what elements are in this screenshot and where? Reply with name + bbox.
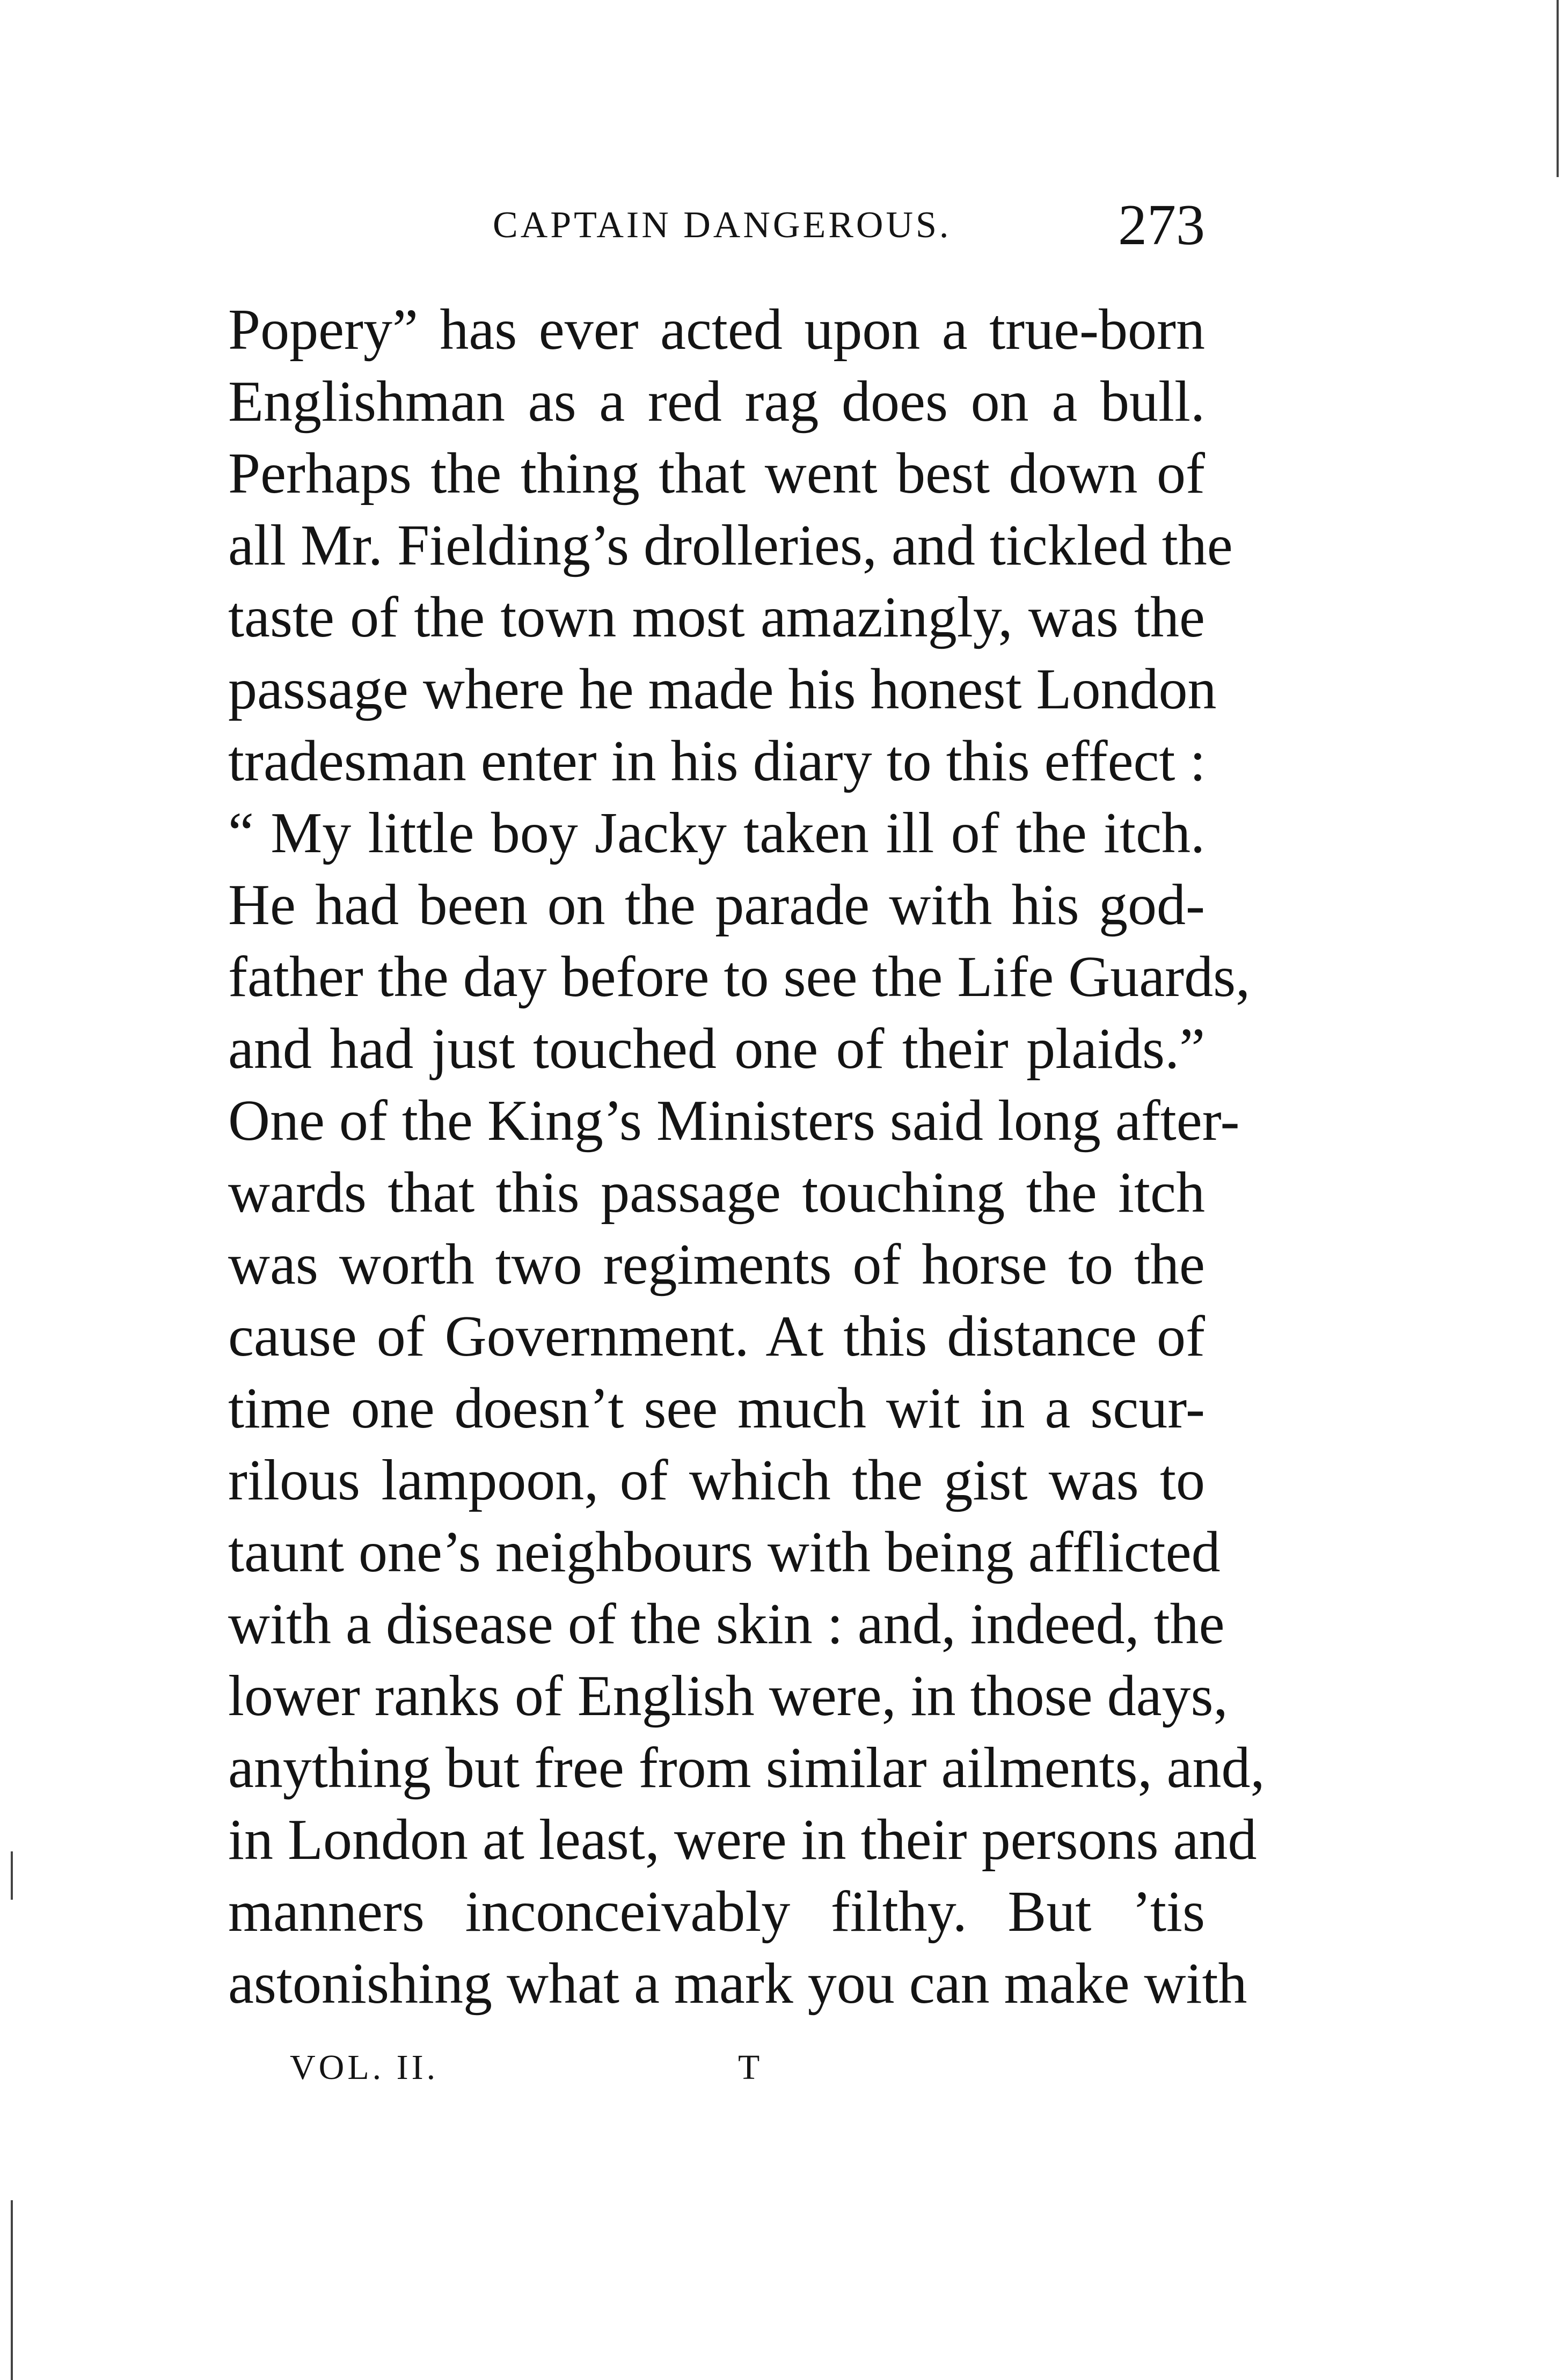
volume-signature: VOL. II.	[290, 2048, 439, 2087]
text-line: taunt one’s neighbours with being afflicted	[228, 1520, 1221, 1584]
text-line: Popery” has ever acted upon a true-born	[228, 298, 1205, 362]
text-line: passage where he made his honest London	[228, 657, 1217, 721]
text-line: astonishing what a mark you can make with	[228, 1952, 1247, 2016]
text-line: all Mr. Fielding’s drolleries, and tickled the	[228, 514, 1233, 577]
gathering-signature: T	[738, 2048, 760, 2087]
text-line: in London at least, were in their persons and	[228, 1808, 1257, 1872]
text-line: Englishman as a red rag does on a bull.	[228, 370, 1205, 434]
running-title: CAPTAIN DANGEROUS.	[493, 204, 952, 246]
text-line: He had been on the parade with his god-	[228, 873, 1205, 937]
text-line: One of the King’s Ministers said long after-	[228, 1089, 1240, 1153]
scan-edge-mark-left-upper	[11, 1851, 13, 1900]
text-line: wards that this passage touching the itch	[228, 1161, 1205, 1225]
body-text	[228, 294, 1265, 2020]
text-line: cause of Government. At this distance of	[228, 1305, 1205, 1368]
text-line: “ My little boy Jacky taken ill of the itch.	[228, 801, 1205, 865]
text-line: taste of the town most amazingly, was the	[228, 585, 1205, 649]
text-line: was worth two regiments of horse to the	[228, 1233, 1205, 1297]
text-line: time one doesn’t see much wit in a scur-	[228, 1376, 1205, 1440]
page-number: 273	[1118, 193, 1205, 257]
text-line: and had just touched one of their plaids.”	[228, 1017, 1205, 1081]
page-footer	[228, 2047, 1205, 2096]
scan-edge-mark-left-lower	[11, 2200, 13, 2380]
text-line: tradesman enter in his diary to this effect :	[228, 729, 1206, 793]
scan-edge-mark-right	[1557, 0, 1559, 177]
running-head	[228, 192, 1205, 257]
text-line: Perhaps the thing that went best down of	[228, 442, 1205, 506]
text-line: with a disease of the skin : and, indeed, the	[228, 1592, 1225, 1656]
text-line: lower ranks of English were, in those days,	[228, 1664, 1228, 1728]
text-line: rilous lampoon, of which the gist was to	[228, 1448, 1205, 1512]
text-line: anything but free from similar ailments, and,	[228, 1736, 1265, 1800]
text-line: manners inconceivably filthy. But ’tis	[228, 1880, 1205, 1944]
text-line: father the day before to see the Life Guards,	[228, 945, 1251, 1009]
